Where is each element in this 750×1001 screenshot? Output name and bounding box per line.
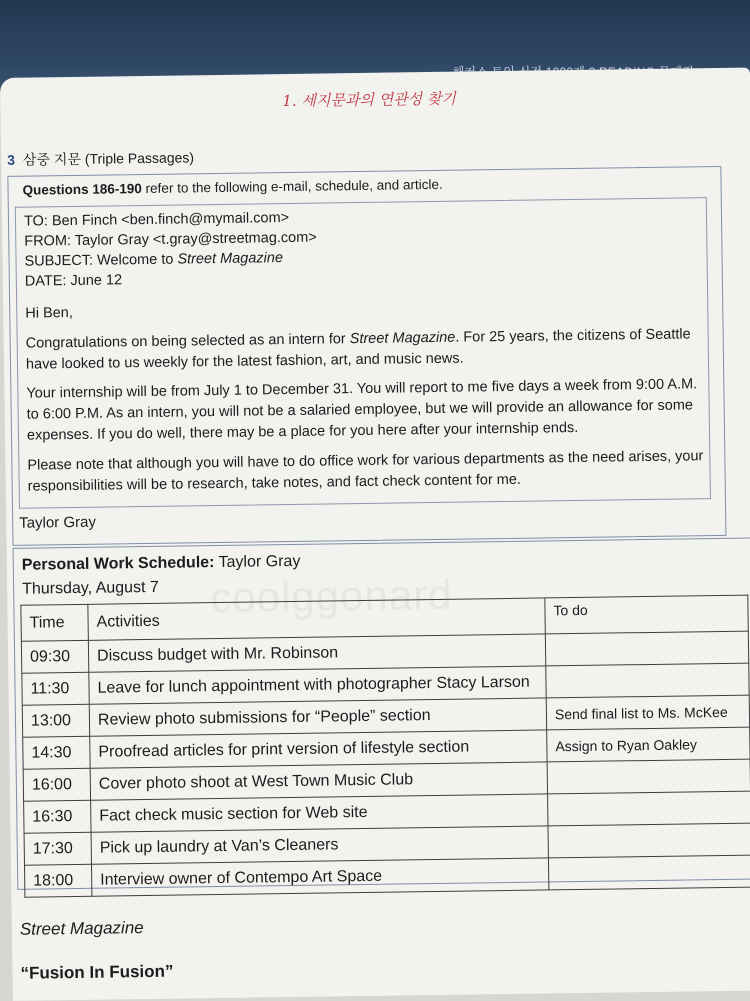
- section-title: 삼중 지문 (Triple Passages): [22, 149, 195, 168]
- column-header-activities: Activities: [88, 598, 545, 640]
- schedule-time-cell: 16:00: [23, 768, 90, 801]
- email-greeting: Hi Ben,: [25, 305, 73, 322]
- email-from: FROM: Taylor Gray <t.gray@streetmag.com>: [24, 229, 317, 250]
- schedule-time-cell: 11:30: [22, 672, 89, 705]
- handwritten-note: 1. 세지문과의 연관성 찾기: [282, 89, 456, 111]
- article-headline: “Fusion In Fusion”: [20, 961, 174, 983]
- schedule-activity-cell: Cover photo shoot at West Town Music Club: [90, 762, 547, 800]
- questions-text: refer to the following e-mail, schedule, and article.: [141, 176, 443, 197]
- schedule-todo-cell: Send final list to Ms. McKee: [546, 695, 749, 730]
- schedule-activity-cell: Review photo submissions for “People” section: [89, 698, 546, 736]
- questions-instruction: [22, 177, 442, 198]
- column-header-todo: To do: [545, 595, 748, 634]
- email-paragraph-3: Please note that although you will have to do office work for various departments as the need arises, your responsibilities will be to research, take notes, and fact check content for me.: [27, 448, 704, 495]
- watermark: coolggonard: [209, 570, 453, 622]
- email-paragraph-1: Congratulations on being selected as an intern for Street Magazine. For 25 years, the citizens of Seattle have looked to us weekly for the latest fashion, art, and music news.: [25, 326, 691, 373]
- schedule-todo-cell: [548, 791, 750, 826]
- column-header-time: Time: [21, 604, 88, 641]
- article-source: Street Magazine: [19, 918, 144, 939]
- schedule-table: [20, 595, 750, 898]
- schedule-todo-cell: [546, 663, 749, 698]
- schedule-activity-cell: Pick up laundry at Van’s Cleaners: [91, 826, 548, 864]
- email-signature: Taylor Gray: [19, 513, 97, 532]
- schedule-title: Personal Work Schedule: Taylor Gray: [21, 552, 301, 574]
- email-paragraph-2: Your internship will be from July 1 to December 31. You will report to me five days a week from 9:00 A.M. to 6:00 P.M. As an intern, you will not be a salaried employee, but we will provide an allowance for some expenses. If you do well, there may be a place for you here after your internship ends.: [26, 376, 698, 444]
- section-number: 3: [7, 151, 16, 168]
- schedule-activity-cell: Discuss budget with Mr. Robinson: [88, 634, 545, 672]
- email-passage: [15, 197, 711, 509]
- email-date: DATE: June 12: [24, 272, 123, 290]
- schedule-todo-cell: [548, 855, 750, 890]
- section-heading: [7, 147, 194, 170]
- schedule-time-cell: 18:00: [24, 864, 91, 897]
- schedule-time-cell: 13:00: [22, 704, 89, 737]
- schedule-time-cell: 14:30: [23, 736, 90, 769]
- questions-range: Questions 186-190: [22, 181, 142, 198]
- schedule-todo-cell: [547, 759, 750, 794]
- schedule-passage: [13, 538, 750, 890]
- schedule-todo-cell: [548, 823, 750, 858]
- schedule-time-cell: 16:30: [24, 800, 91, 833]
- schedule-activity-cell: Interview owner of Contempo Art Space: [91, 858, 548, 896]
- book-page: [0, 68, 750, 1001]
- schedule-activity-cell: Proofread articles for print version of lifestyle section: [90, 730, 547, 768]
- schedule-todo-cell: [545, 631, 748, 666]
- schedule-activity-cell: Leave for lunch appointment with photographer Stacy Larson: [89, 666, 546, 704]
- schedule-time-cell: 17:30: [24, 832, 91, 865]
- schedule-time-cell: 09:30: [21, 640, 88, 673]
- email-to: TO: Ben Finch <ben.finch@mymail.com>: [23, 209, 290, 230]
- schedule-date: Thursday, August 7: [22, 578, 159, 598]
- schedule-activity-cell: Fact check music section for Web site: [91, 794, 548, 832]
- email-subject: SUBJECT: Welcome to Street Magazine: [24, 250, 284, 270]
- schedule-todo-cell: Assign to Ryan Oakley: [547, 727, 750, 762]
